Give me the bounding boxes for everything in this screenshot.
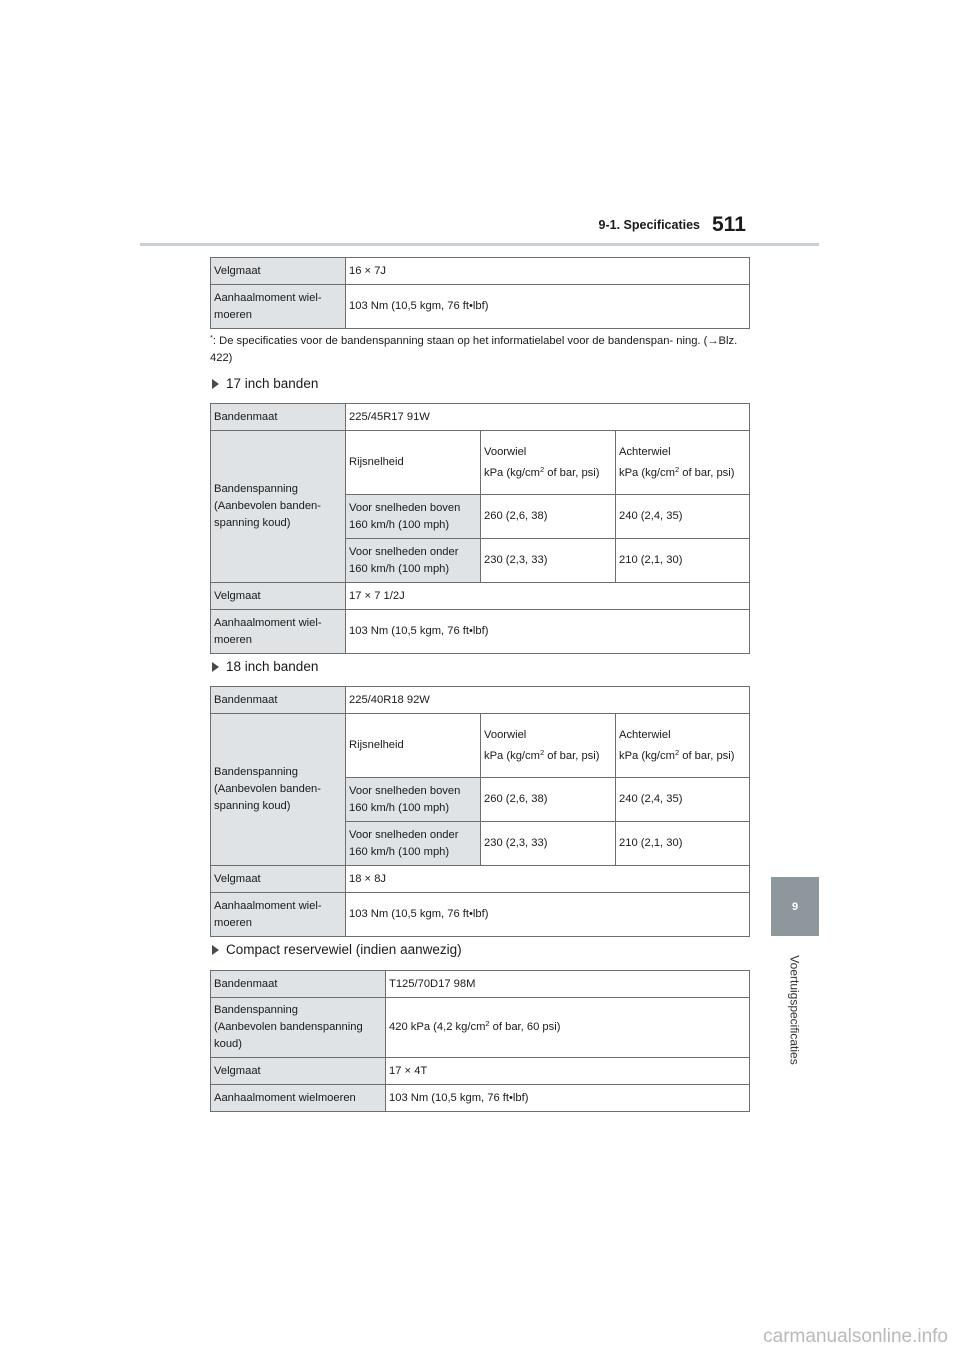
speed-condition: Voor snelheden onder 160 km/h (100 mph) (346, 539, 481, 583)
speed-condition: Voor snelheden boven 160 km/h (100 mph) (346, 778, 481, 822)
torque-value: 103 Nm (10,5 kgm, 76 ft•lbf) (346, 610, 750, 654)
tire-size-label: Bandenmaat (211, 687, 346, 714)
front-wheel-header (481, 714, 616, 778)
tire-pressure-value: 420 kPa (4,2 $kg/cm^2$ of bar, 60 psi) (386, 998, 750, 1058)
rear-pressure: 210 (2,1, 30) (616, 822, 750, 866)
footnote-mark: * (210, 333, 213, 342)
rear-pressure: 240 (2,4, 35) (616, 778, 750, 822)
bullet-arrow-icon (212, 662, 219, 672)
rear-pressure: 210 (2,1, 30) (616, 539, 750, 583)
table-row (211, 1058, 750, 1085)
page-number: 511 (712, 213, 746, 236)
rear-wheel-unit: kPa ($kg/cm^2$ of bar, psi) (619, 747, 735, 762)
tire-size-label: Bandenmaat (211, 404, 346, 431)
tire-pressure-label: Bandenspanning (Aanbevolen banden- spanning koud) (211, 714, 346, 866)
rim-size-label: Velgmaat (211, 1058, 386, 1085)
section-heading-18-inch (212, 659, 318, 674)
table-row (211, 714, 750, 778)
rim-size-value: 18 × 8J (346, 866, 750, 893)
torque-label: Aanhaalmoment wiel- moeren (211, 893, 346, 937)
tire-size-value: T125/70D17 98M (386, 971, 750, 998)
rear-wheel-title: Achterwiel (619, 445, 671, 458)
torque-label: Aanhaalmoment wielmoeren (211, 1085, 386, 1112)
chapter-side-label (758, 940, 832, 1080)
table-row (211, 285, 750, 329)
torque-label: Aanhaalmoment wiel- moeren (211, 610, 346, 654)
speed-header: Rijsnelheid (346, 431, 481, 495)
spec-table-18-inch (210, 686, 750, 937)
table-row (211, 971, 750, 998)
rim-size-label: Velgmaat (211, 583, 346, 610)
front-pressure: 230 (2,3, 33) (481, 822, 616, 866)
rear-wheel-title: Achterwiel (619, 728, 671, 741)
header-rule (140, 243, 819, 246)
speed-condition: Voor snelheden boven 160 km/h (100 mph) (346, 495, 481, 539)
table-row (211, 893, 750, 937)
table-row (211, 583, 750, 610)
section-title: 18 inch banden (226, 659, 319, 674)
tire-size-value: 225/45R17 91W (346, 404, 750, 431)
table-row (211, 866, 750, 893)
rim-size-value: 16 × 7J (346, 258, 750, 285)
front-wheel-title: Voorwiel (484, 445, 527, 458)
rim-size-value: 17 × 4T (386, 1058, 750, 1085)
spec-table-16-inch (210, 257, 750, 329)
chapter-side-label-text: Voertuigspecificaties (788, 955, 802, 1065)
section-heading-compact-spare (212, 942, 462, 957)
tire-pressure-label: Bandenspanning (Aanbevolen bandenspanning koud) (211, 998, 386, 1058)
speed-condition: Voor snelheden onder 160 km/h (100 mph) (346, 822, 481, 866)
front-pressure: 260 (2,6, 38) (481, 495, 616, 539)
rim-size-label: Velgmaat (211, 866, 346, 893)
table-row (211, 610, 750, 654)
tire-size-value: 225/40R18 92W (346, 687, 750, 714)
spec-table-compact-spare (210, 970, 750, 1112)
torque-label: Aanhaalmoment wiel- moeren (211, 285, 346, 329)
rim-size-value: 17 × 7 1/2J (346, 583, 750, 610)
watermark: carmanualsonline.info (763, 1326, 948, 1347)
section-title: 17 inch banden (226, 376, 319, 391)
rim-size-label: Velgmaat (211, 258, 346, 285)
tire-size-label: Bandenmaat (211, 971, 386, 998)
speed-header: Rijsnelheid (346, 714, 481, 778)
front-wheel-unit: kPa ($kg/cm^2$ of bar, psi) (484, 464, 600, 479)
bullet-arrow-icon (212, 379, 219, 389)
footnote (210, 333, 755, 368)
rear-wheel-unit: kPa ($kg/cm^2$ of bar, psi) (619, 464, 735, 479)
table-row (211, 258, 750, 285)
section-heading-17-inch (212, 376, 318, 391)
spec-table-17-inch (210, 403, 750, 654)
table-row (211, 404, 750, 431)
rear-wheel-header (616, 714, 750, 778)
rear-pressure: 240 (2,4, 35) (616, 495, 750, 539)
footnote-text: : De specificaties voor de bandenspanning staan op het informatielabel voor de bandenspan- ning. (→Blz. 422) (210, 335, 738, 365)
torque-value: 103 Nm (10,5 kgm, 76 ft•lbf) (346, 893, 750, 937)
running-header: 9-1. Specificaties (598, 218, 700, 232)
front-pressure: 230 (2,3, 33) (481, 539, 616, 583)
section-title: Compact reservewiel (indien aanwezig) (226, 942, 462, 957)
table-row (211, 1085, 750, 1112)
front-wheel-header (481, 431, 616, 495)
front-pressure: 260 (2,6, 38) (481, 778, 616, 822)
chapter-tab: 9 (771, 877, 819, 936)
table-row (211, 687, 750, 714)
tire-pressure-label: Bandenspanning (Aanbevolen banden- spanning koud) (211, 431, 346, 583)
rear-wheel-header (616, 431, 750, 495)
table-row (211, 998, 750, 1058)
front-wheel-unit: kPa ($kg/cm^2$ of bar, psi) (484, 747, 600, 762)
table-row (211, 431, 750, 495)
bullet-arrow-icon (212, 945, 219, 955)
torque-value: 103 Nm (10,5 kgm, 76 ft•lbf) (346, 285, 750, 329)
front-wheel-title: Voorwiel (484, 728, 527, 741)
torque-value: 103 Nm (10,5 kgm, 76 ft•lbf) (386, 1085, 750, 1112)
